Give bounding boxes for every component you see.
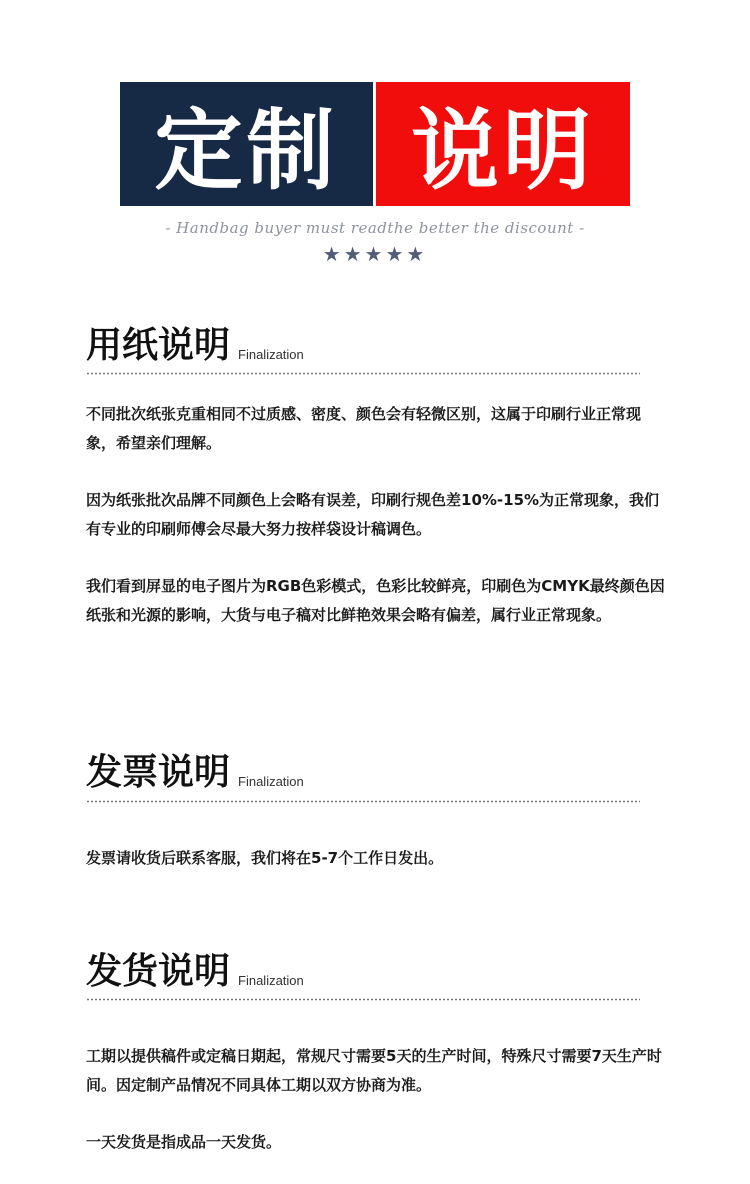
dotted-divider (86, 998, 640, 1001)
section-title: 发货说明 (86, 951, 231, 992)
section-subtitle: Finalization (238, 774, 304, 789)
paragraph: 一天发货是指成品一天发货。 (86, 1133, 282, 1151)
banner-left-text: 定制 (120, 82, 373, 206)
dotted-divider (86, 372, 640, 375)
section-title: 用纸说明 (86, 325, 231, 366)
section-heading-shipping (86, 952, 304, 992)
paragraph: 不同批次纸张克重相同不过质感、密度、颜色会有轻微区别，这属于印刷行业正常现象，希望亲们理解。 (86, 405, 642, 452)
paragraph: 因为纸张批次品牌不同颜色上会略有误差，印刷行规色差10%-15%为正常现象，我们有专业的印刷师傅会尽最大努力按样袋设计稿调色。 (86, 491, 660, 538)
dotted-divider (86, 800, 640, 803)
title-banner (120, 82, 630, 206)
paragraph: 发票请收货后联系客服，我们将在5-7个工作日发出。 (86, 849, 444, 867)
section-heading-paper (86, 326, 304, 366)
banner-right-text: 说明 (376, 82, 630, 206)
section-subtitle: Finalization (238, 973, 304, 988)
tagline: - Handbag buyer must readthe better the discount - (165, 219, 585, 237)
star-rating-icon: ★★★★★ (322, 242, 428, 266)
section-subtitle: Finalization (238, 347, 304, 362)
paragraph: 我们看到屏显的电子图片为RGB色彩模式，色彩比较鲜亮，印刷色为CMYK最终颜色因纸张和光源的影响，大货与电子稿对比鲜艳效果会略有偏差，属行业正常现象。 (86, 577, 665, 624)
section-heading-invoice (86, 753, 304, 793)
paragraph: 工期以提供稿件或定稿日期起，常规尺寸需要5天的生产时间，特殊尺寸需要7天生产时间。因定制产品情况不同具体工期以双方协商为准。 (86, 1047, 662, 1094)
section-title: 发票说明 (86, 752, 231, 793)
